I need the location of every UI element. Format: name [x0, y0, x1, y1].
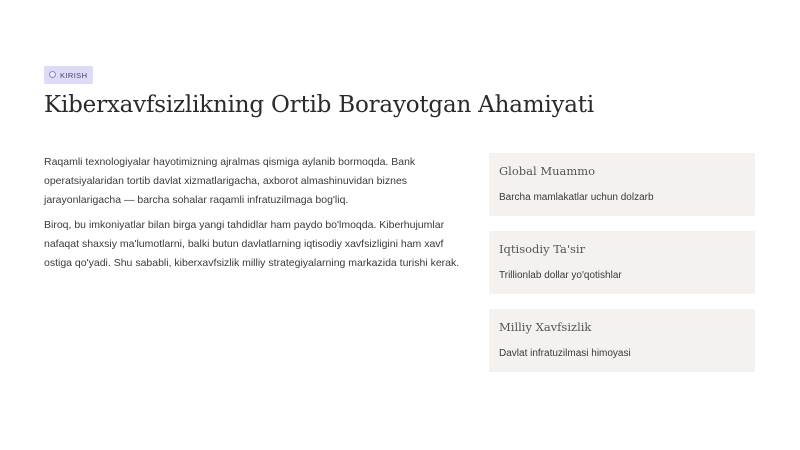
- body-paragraph-2: Biroq, bu imkoniyatlar bilan birga yangi tahdidlar ham paydo bo'lmoqda. Kiberhujumlar nafaqat shaxsiy ma'lumotlarni, balki butun davlatlarning iqtisodiy xavfsizligini ham xavf ostiga qo'yadi. Shu sababli, kiberxavfsizlik milliy strategiyalarning markazida turishi kerak.: [44, 219, 460, 269]
- section-badge: [44, 66, 93, 84]
- page-title: Kiberxavfsizlikning Ortib Borayotgan Ahamiyati: [44, 92, 594, 118]
- card-title: Milliy Xavfsizlik: [499, 320, 592, 334]
- card-title: Iqtisodiy Ta'sir: [499, 242, 586, 256]
- card-text: Davlat infratuzilmasi himoyasi: [499, 348, 631, 359]
- card-text: Trillionlab dollar yo'qotishlar: [499, 270, 622, 281]
- card-title: Global Muammo: [499, 164, 596, 178]
- card-milliy-xavfsizlik: [489, 309, 755, 372]
- badge-label: KIRISH: [60, 70, 88, 80]
- badge-dot-icon: [49, 71, 56, 78]
- card-global-muammo: [489, 153, 755, 216]
- card-text: Barcha mamlakatlar uchun dolzarb: [499, 192, 654, 203]
- info-cards: [489, 153, 755, 387]
- body-text: [44, 153, 462, 279]
- body-paragraph-1: Raqamli texnologiyalar hayotimizning ajralmas qismiga aylanib bormoqda. Bank operatsiyalaridan tortib davlat xizmatlarigacha, axborot almashinuvidan biznes jarayonlarigacha — barcha sohalar raqamli infratuzilmaga bog'liq.: [44, 156, 416, 206]
- card-iqtisodiy-tasir: [489, 231, 755, 294]
